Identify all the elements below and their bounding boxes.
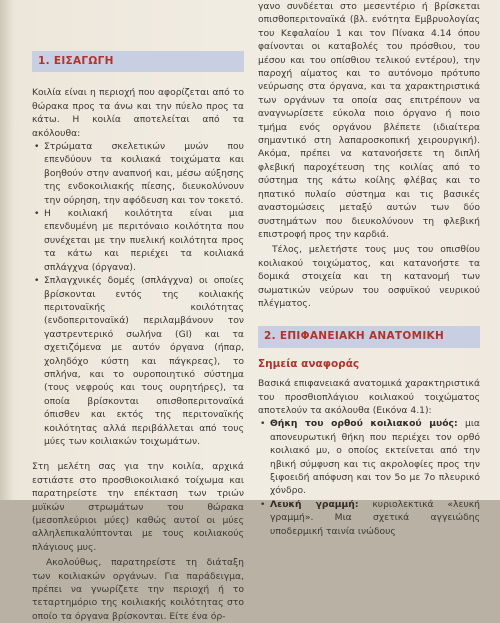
intro-paragraph: Κοιλία είναι η περιοχή που αφορίζεται από το θώρακα προς τα άνω και την πύελο προς τα κάτω. Η κοιλία αποτελείται από τα ακόλουθα: [32, 87, 244, 139]
term-label: Λευκή γραμμή: [270, 498, 359, 510]
landmarks-bullet-list [258, 417, 480, 538]
study-paragraph: Στη μελέτη σας για την κοιλία, αρχικά εστιάστε στο προσθιοκοιλιακό τοίχωμα και παρατηρείστε την επέκταση των τριών μυϊκών στρωμάτων του θώρακα (μεσοπλεύριοι μύες) καθώς αυτοί οι μύες αλληλεπικαλύπτονται με τους κοιλιακούς πλάγιους μυς. [32, 461, 244, 553]
list-item [258, 417, 480, 497]
list-item [258, 498, 480, 538]
section-heading-introduction: 1. ΕΙΣΑΓΩΓΗ [32, 51, 244, 72]
term-label: Θήκη του ορθού κοιλιακού μυός: [270, 418, 458, 430]
left-column [32, 0, 244, 623]
right-column [258, 0, 480, 538]
term-description: μια απονευρωτική θήκη που περιέχει τον ορθό κοιλιακό μυ, ο οποίος εκτείνεται από την ηβική σύμφυση και τις ακρολοφίες προς την ξιφοειδή απόφυση και τον 5ο με 7ο πλευρικό χόνδρο. [270, 418, 480, 497]
intro-bullet-list [32, 140, 244, 448]
term-description: κυριολεκτικά «λευκή γραμμή». Μια σχετικά αγγειώδης υποδερμική ταινία ινώδους [270, 498, 481, 537]
list-item: • Η κοιλιακή κοιλότητα είναι μια επενδυμένη με περιτόναιο κοιλότητα που συνέχεται με την πυελική κοιλότητα προς τα κάτω και περιέχει τα κοιλιακά σπλάγχνα (όργανα). [32, 207, 244, 274]
closing-paragraph: Τέλος, μελετήστε τους μυς του οπισθίου κοιλιακού τοιχώματος, και κατανοήστε τα δομικά στοιχεία και τη κατανομή των σωματικών νεύρων του οσφυϊκού νευρικού πλέγματος. [258, 244, 480, 309]
page-gutter-shadow [0, 0, 14, 500]
list-item: • Στρώματα σκελετικών μυών που επενδύουν τα κοιλιακά τοιχώματα και βοηθούν στην αναπνοή και, μέσω αύξησης της ενδοκοιλιακής πίεσης, διευκολύνουν την ούρηση, την αφόδευση και τον τοκετό. [32, 140, 244, 207]
section-heading-surface-anatomy: 2. ΕΠΙΦΑΝΕΙΑΚΗ ΑΝΑΤΟΜΙΚΗ [258, 326, 480, 347]
continuation-paragraph: γανο συνδέεται στο μεσεντέριο ή βρίσκεται οπισθοπεριτοναϊκά (βλ. ενότητα Εμβρυολογίας του Κεφαλαίου 1 και τον Πίνακα 4.14 όπου φαίνονται οι καταβολές του πρόσθιου, του μέσου και του οπίσθιου τελικού εντέρου), την παροχή αίματος και το αυτόνομο πρότυπο νεύρωσης στα όργανα, και τα χαρακτηριστικά των οργάνων τα οποία σας επιτρέπουν να αναγνωρίσετε εύκολα ποιο όργανο ή ποιο τμήμα ενός οργάνου βλέπετε (ιδιαίτερα σημαντικό στη λαπαροσκοπική χειρουργική). Ακόμα, πρέπει να κατανοήσετε τη διπλή φλεβική παροχέτευση της κοιλίας από το σύστημα της κάτω κοίλης φλέβας και το ηπατικό πυλαίο σύστημα και τις βασικές αναστομώσεις μεταξύ αυτών των δύο συστημάτων που διευκολύνουν τη φλεβική επιστροφή προς την καρδιά. [258, 1, 480, 240]
list-item: • Σπλαγχνικές δομές (σπλάγχνα) οι οποίες βρίσκονται εντός της κοιλιακής περιτοναϊκής κοιλότητας (ενδοπεριτοναϊκά) περιλαμβάνουν τον γαστρεντερικό σωλήνα (GI) και τα σχετιζόμενα με αυτόν όργανα (ήπαρ, χοληδόχο κύστη και πάγκρεας), το σπλήνα, και το ουροποιητικό σύστημα (τους νεφρούς και τους ουρητήρες), τα οποία βρίσκονται οπισθοπεριτοναϊκά όπισθεν και εκτός της περιτοναϊκής κοιλότητας αλλά περιβάλλεται από τους μύες των κοιλιακών τοιχωμάτων. [32, 274, 244, 448]
landmarks-paragraph: Βασικά επιφανειακά ανατομικά χαρακτηριστικά του προσθιοπλάγιου κοιλιακού τοιχώματος αποτελούν τα ακόλουθα (Εικόνα 4.1): [258, 378, 480, 416]
subsection-heading-landmarks: Σημεία αναφοράς [258, 357, 360, 370]
organs-paragraph: Ακολούθως, παρατηρείστε τη διάταξη των κοιλιακών οργάνων. Για παράδειγμα, πρέπει να γνωρίζετε την περιοχή ή το τεταρτημόριο της κοιλιακής κοιλότητας στο οποίο τα όργανα βρίσκονται. Είτε ένα όρ- [32, 557, 244, 622]
